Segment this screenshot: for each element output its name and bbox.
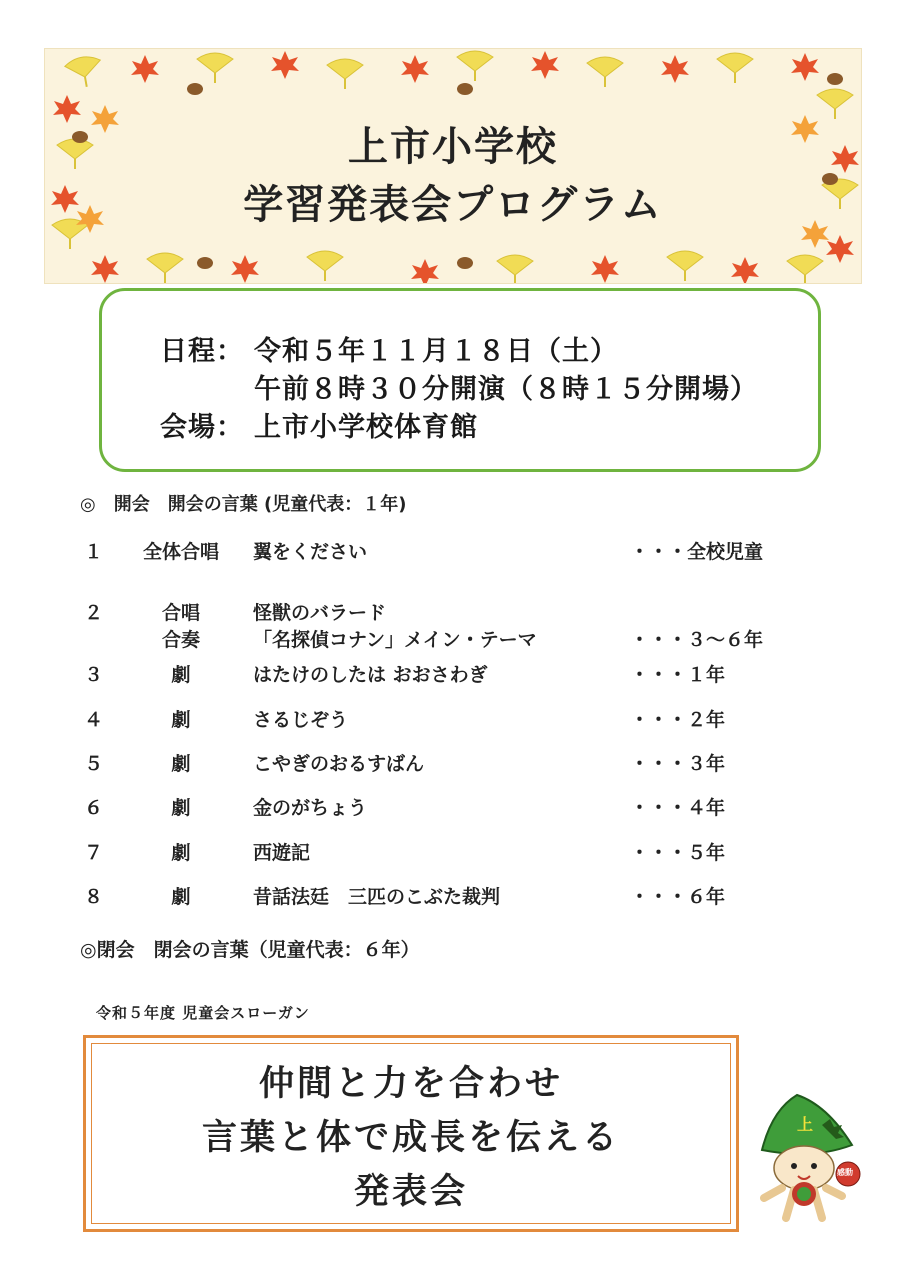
program-type: 劇 — [171, 709, 191, 731]
program-type: 全体合唱 — [142, 541, 219, 563]
program-type: 劇 — [171, 664, 191, 686]
closing-line: ◎閉会 閉会の言葉（児童代表：６年） — [80, 939, 420, 961]
program-title: 翼をください — [253, 541, 368, 563]
schedule-info-box — [99, 288, 821, 472]
program-type: 劇 — [171, 753, 191, 775]
program-performer: ・・・１年 — [630, 664, 726, 686]
program-number: ２ — [84, 602, 104, 624]
venue-label: 会場： — [160, 412, 244, 443]
program-number: ７ — [84, 842, 104, 864]
venue-name: 上市小学校体育館 — [254, 412, 478, 443]
program-number: ３ — [84, 664, 104, 686]
page-title-program: 学習発表会プログラム — [243, 182, 663, 228]
program-type: 合唱 — [161, 602, 200, 624]
program-title: はたけのしたは おおさわぎ — [253, 664, 488, 686]
program-number: ６ — [84, 797, 104, 819]
program-title-secondary: 「名探偵コナン」メイン・テーマ — [253, 629, 537, 651]
header-banner — [44, 48, 862, 284]
schedule-date: 令和５年１１月１８日（土） — [254, 336, 618, 367]
mascot-badge-label: 感動 — [837, 1168, 853, 1177]
slogan-line-3: 発表会 — [353, 1172, 468, 1212]
mascot-icon — [752, 1090, 864, 1222]
program-number: ４ — [84, 709, 104, 731]
program-type: 劇 — [171, 842, 191, 864]
program-performer: ・・・３～６年 — [630, 629, 764, 651]
mascot-hat-char: 上 — [797, 1115, 814, 1134]
program-performer: ・・・４年 — [630, 797, 726, 819]
program-performer: ・・・２年 — [630, 709, 726, 731]
program-type: 劇 — [171, 797, 191, 819]
page-title-school: 上市小学校 — [348, 124, 558, 170]
program-title: 昔話法廷 三匹のこぶた裁判 — [253, 886, 501, 908]
program-title: 西遊記 — [253, 842, 311, 864]
program-number: ５ — [84, 753, 104, 775]
program-title: さるじぞう — [253, 709, 349, 731]
schedule-time: 午前８時３０分開演（８時１５分開場） — [254, 374, 758, 405]
mascot-character — [752, 1090, 864, 1222]
program-performer: ・・・６年 — [630, 886, 726, 908]
program-type-secondary: 合奏 — [161, 629, 200, 651]
slogan-box — [83, 1035, 739, 1232]
schedule-label: 日程： — [160, 336, 244, 367]
program-type: 劇 — [171, 886, 191, 908]
slogan-heading: 令和５年度 児童会スローガン — [96, 1004, 310, 1022]
program-number: ８ — [84, 886, 104, 908]
slogan-line-1: 仲間と力を合わせ — [258, 1064, 563, 1104]
program-number: １ — [84, 541, 104, 563]
program-title: 金のがちょう — [253, 797, 368, 819]
program-performer: ・・・全校児童 — [630, 541, 764, 563]
program-title: 怪獣のバラード — [253, 602, 387, 624]
slogan-line-2: 言葉と体で成長を伝える — [201, 1118, 620, 1158]
program-title: こやぎのおるすばん — [253, 753, 425, 775]
opening-line: ◎ 開会 開会の言葉 (児童代表：１年) — [80, 494, 407, 515]
program-performer: ・・・５年 — [630, 842, 726, 864]
program-performer: ・・・３年 — [630, 753, 726, 775]
